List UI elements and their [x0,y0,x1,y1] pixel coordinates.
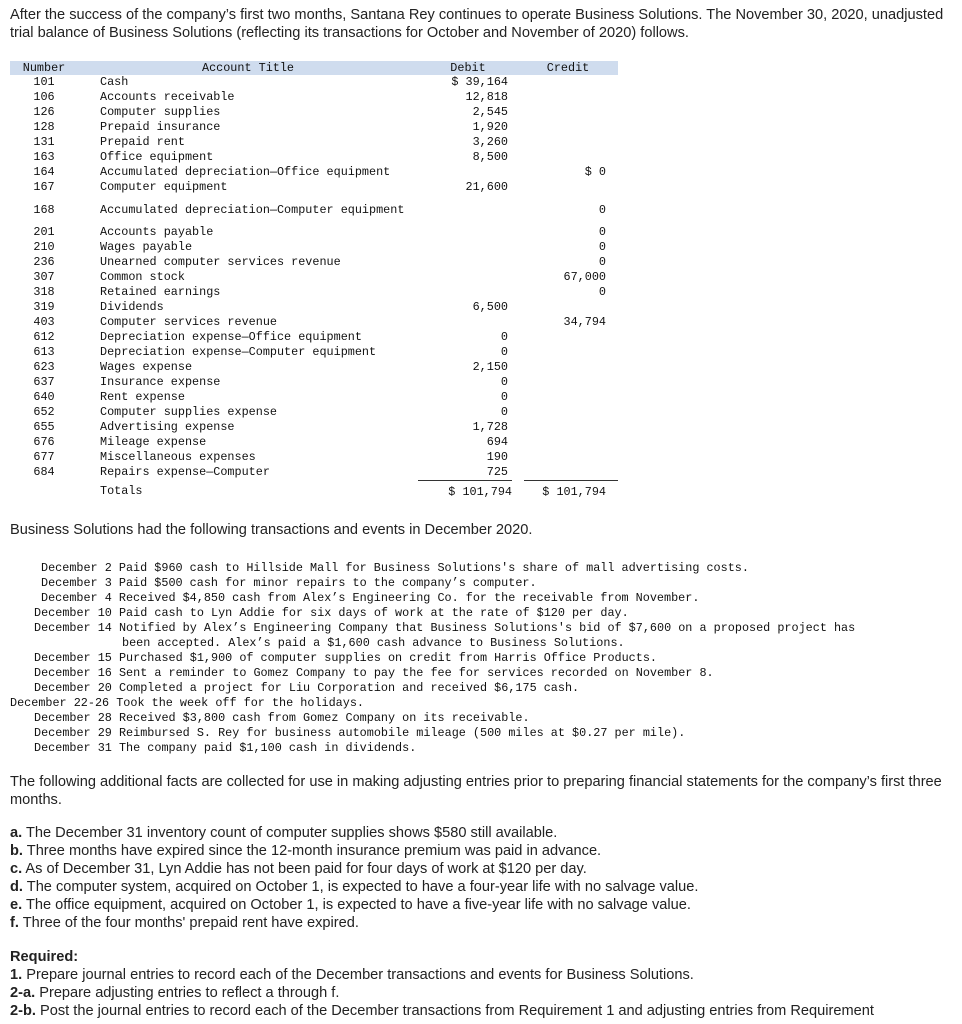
debit-amount: 725 [486,465,508,479]
table-row [10,315,618,330]
required-section [10,948,955,1020]
transaction-text: Completed a project for Liu Corporation and received $6,175 cash. [118,681,580,695]
debit-amount: 0 [500,375,508,389]
account-title: Insurance expense [100,375,221,389]
credit-amount: 0 [598,225,606,239]
list-item [10,824,698,842]
account-number: 163 [33,150,55,164]
transaction-text: The company paid $1,100 cash in dividends. [118,741,417,755]
totals-credit: $ 101,794 [518,481,618,504]
account-number: 201 [33,225,55,239]
account-title: Depreciation expense—Office equipment [100,330,362,344]
list-item [10,878,698,896]
fact-letter: e. [10,897,23,913]
transaction-continuation: been accepted. Alex’s paid a $1,600 cash advance to Business Solutions. [122,636,625,650]
table-row [10,165,618,180]
debit-amount [418,270,518,285]
debit-amount: 12,818 [465,90,508,104]
account-title: Common stock [100,270,185,284]
credit-amount: 67,000 [563,270,606,284]
facts-intro: The following additional facts are collected for use in making adjusting entries prior to preparing financial statements for the company’s first three months. [10,774,942,808]
transaction-text: Reimbursed S. Rey for business automobile mileage (500 miles at $0.27 per mile). [118,726,686,740]
table-row [10,375,618,390]
account-number: 126 [33,105,55,119]
transaction-date: December 29 [34,726,112,740]
header-credit: Credit [518,61,618,75]
totals-debit: $ 101,794 [418,481,518,504]
table-row [10,390,618,405]
account-title: Wages payable [100,240,193,254]
transaction-text: Sent a reminder to Gomez Company to pay the fee for services recorded on November 8. [118,666,714,680]
table-row [10,135,618,150]
required-label: 2-b. [10,1003,36,1019]
transaction-text: Paid $500 cash for minor repairs to the company’s computer. [118,576,537,590]
table-row [10,255,618,270]
credit-amount [518,330,618,345]
fact-letter: f. [10,915,19,931]
credit-amount [518,300,618,315]
table-row [10,420,618,435]
required-item [10,1002,955,1020]
account-title: Mileage expense [100,435,207,449]
transaction-text: Received $4,850 cash from Alex’s Engineering Co. for the receivable from November. [118,591,700,605]
transaction-line [10,741,955,756]
account-title: Accumulated depreciation—Office equipment [100,165,391,179]
table-row [10,150,618,165]
table-row [10,90,618,105]
account-number: 637 [33,375,55,389]
account-number: 318 [33,285,55,299]
account-number: 319 [33,300,55,314]
fact-letter: d. [10,879,23,895]
account-title: Unearned computer services revenue [100,255,341,269]
transaction-line [10,666,955,681]
list-item [10,896,698,914]
adjusting-facts-list [10,824,698,932]
header-number: Number [10,61,78,75]
fact-text: Three months have expired since the 12-month insurance premium was paid in advance. [26,843,602,859]
account-number: 613 [33,345,55,359]
debit-amount: $ 39,164 [451,75,508,89]
credit-amount [518,120,618,135]
header-account-title: Account Title [78,61,418,75]
account-title: Miscellaneous expenses [100,450,256,464]
credit-amount [518,405,618,420]
table-row [10,240,618,255]
debit-amount: 2,545 [472,105,508,119]
debit-amount: 0 [500,390,508,404]
credit-amount [518,345,618,360]
account-title: Prepaid rent [100,135,185,149]
table-row [10,180,618,195]
account-title: Dividends [100,300,164,314]
debit-amount: 694 [486,435,508,449]
totals-number [10,481,78,504]
table-row [10,300,618,315]
account-number: 307 [33,270,55,284]
required-heading: Required: [10,949,79,965]
transaction-date: December 3 [41,576,112,590]
account-number: 168 [33,203,55,217]
credit-amount: 0 [598,240,606,254]
account-title: Computer supplies [100,105,221,119]
table-row [10,405,618,420]
fact-text: Three of the four months' prepaid rent have expired. [22,915,359,931]
debit-amount [418,165,518,180]
account-title: Repairs expense—Computer [100,465,270,480]
table-row [10,465,618,481]
credit-amount: 34,794 [563,315,606,329]
credit-amount [518,150,618,165]
debit-amount: 3,260 [472,135,508,149]
account-title: Advertising expense [100,420,235,434]
required-text: Post the journal entries to record each of the December transactions from Requirement 1 and adjusting entries from Requirement [40,1003,874,1019]
credit-amount [518,390,618,405]
credit-amount: 0 [598,203,606,217]
totals-row [10,481,618,504]
account-title: Retained earnings [100,285,221,299]
fact-letter: a. [10,825,23,841]
debit-amount: 0 [500,405,508,419]
credit-amount [518,360,618,375]
account-title: Accumulated depreciation—Computer equipment [100,203,405,217]
debit-amount: 190 [486,450,508,464]
account-title: Cash [100,75,129,89]
account-title: Rent expense [100,390,185,404]
account-number: 210 [33,240,55,254]
table-row [10,75,618,90]
debit-amount: 6,500 [472,300,508,314]
account-number: 128 [33,120,55,134]
credit-amount: $ 0 [584,165,606,179]
account-title: Depreciation expense—Computer equipment [100,345,377,359]
transaction-date: December 14 [34,621,112,635]
transaction-line [10,696,955,711]
trial-balance-table [10,61,618,503]
required-label: 2-a. [10,985,36,1001]
fact-text: The computer system, acquired on October 1, is expected to have a four-year life with no salvage value. [26,879,699,895]
debit-amount: 2,150 [472,360,508,374]
transactions-intro: Business Solutions had the following transactions and events in December 2020. [10,522,533,538]
debit-amount: 0 [500,330,508,344]
account-number: 106 [33,90,55,104]
transaction-text: Purchased $1,900 of computer supplies on credit from Harris Office Products. [118,651,657,665]
table-row [10,345,618,360]
account-title: Office equipment [100,150,214,164]
transaction-text: Paid cash to Lyn Addie for six days of work at the rate of $120 per day. [118,606,629,620]
debit-amount: 1,728 [472,420,508,434]
transaction-line [10,561,955,576]
debit-amount: 0 [500,345,508,359]
account-number: 676 [33,435,55,449]
credit-amount [518,105,618,120]
credit-amount: 0 [598,285,606,299]
credit-amount [518,465,618,481]
account-number: 403 [33,315,55,329]
credit-amount [518,135,618,150]
account-number: 677 [33,450,55,464]
intro-paragraph: After the success of the company’s first two months, Santana Rey continues to operate Business Solutions. The November 30, 2020, unadjusted trial balance of Business Solutions (reflecting its transactions for October and November of 2020) follows. [10,7,944,41]
totals-label: Totals [100,484,143,499]
credit-amount: 0 [598,255,606,269]
credit-amount [518,375,618,390]
account-number: 131 [33,135,55,149]
debit-amount: 21,600 [465,180,508,194]
required-text: Prepare journal entries to record each of the December transactions and events for Business Solutions. [26,967,694,983]
transaction-date: December 2 [41,561,112,575]
account-number: 655 [33,420,55,434]
list-item [10,842,698,860]
credit-amount [518,420,618,435]
table-row [10,270,618,285]
transaction-text: Paid $960 cash to Hillside Mall for Business Solutions's share of mall advertising costs. [118,561,749,575]
table-row [10,360,618,375]
transaction-text: Took the week off for the holidays. [116,696,364,710]
transaction-date: December 16 [34,666,112,680]
transaction-text: Received $3,800 cash from Gomez Company on its receivable. [118,711,530,725]
transaction-date: December 4 [41,591,112,605]
account-number: 623 [33,360,55,374]
transaction-date: December 20 [34,681,112,695]
credit-amount [518,180,618,195]
debit-amount: 8,500 [472,150,508,164]
fact-text: The office equipment, acquired on October 1, is expected to have a five-year life with no salvage value. [25,897,691,913]
table-row [10,105,618,120]
credit-amount [518,435,618,450]
required-item [10,984,955,1002]
transaction-line [10,711,955,726]
transaction-date: December 28 [34,711,112,725]
transaction-line [10,606,955,621]
credit-amount [518,90,618,105]
fact-letter: c. [10,861,23,877]
transaction-line [10,591,955,606]
account-number: 164 [33,165,55,179]
debit-amount: 1,920 [472,120,508,134]
transaction-text: Notified by Alex’s Engineering Company that Business Solutions's bid of $7,600 on a proposed project has [118,621,856,635]
trial-balance-header-row [10,61,618,75]
transaction-line [10,681,955,696]
table-row [10,435,618,450]
debit-amount [418,315,518,330]
account-title: Wages expense [100,360,193,374]
table-row [10,120,618,135]
transactions-list [10,561,955,756]
credit-amount [518,75,618,90]
account-number: 101 [33,75,55,89]
transaction-date: December 15 [34,651,112,665]
account-number: 684 [33,465,55,480]
account-title: Computer equipment [100,180,228,194]
required-item [10,966,955,984]
header-debit: Debit [418,61,518,75]
debit-amount [418,195,518,225]
table-row [10,285,618,300]
required-text: Prepare adjusting entries to reflect a through f. [39,985,340,1001]
account-title: Prepaid insurance [100,120,221,134]
account-number: 167 [33,180,55,194]
account-number: 652 [33,405,55,419]
transaction-line [10,651,955,666]
transaction-line [10,621,955,636]
debit-amount [418,285,518,300]
fact-text: The December 31 inventory count of computer supplies shows $580 still available. [25,825,558,841]
required-label: 1. [10,967,23,983]
table-row [10,330,618,345]
list-item [10,860,698,878]
table-row [10,225,618,240]
fact-text: As of December 31, Lyn Addie has not been paid for four days of work at $120 per day. [25,861,587,877]
account-title: Computer supplies expense [100,405,277,419]
account-title: Accounts receivable [100,90,235,104]
account-title: Accounts payable [100,225,214,239]
fact-letter: b. [10,843,23,859]
transaction-line [10,726,955,741]
table-row [10,450,618,465]
debit-amount [418,255,518,270]
account-number: 236 [33,255,55,269]
account-title: Computer services revenue [100,315,277,329]
transaction-date: December 31 [34,741,112,755]
debit-amount [418,240,518,255]
transaction-date: December 10 [34,606,112,620]
account-number: 612 [33,330,55,344]
account-number: 640 [33,390,55,404]
transaction-line [10,576,955,591]
debit-amount [418,225,518,240]
credit-amount [518,450,618,465]
list-item [10,914,698,932]
table-row [10,195,618,225]
transaction-date: December 22-26 [10,696,110,710]
